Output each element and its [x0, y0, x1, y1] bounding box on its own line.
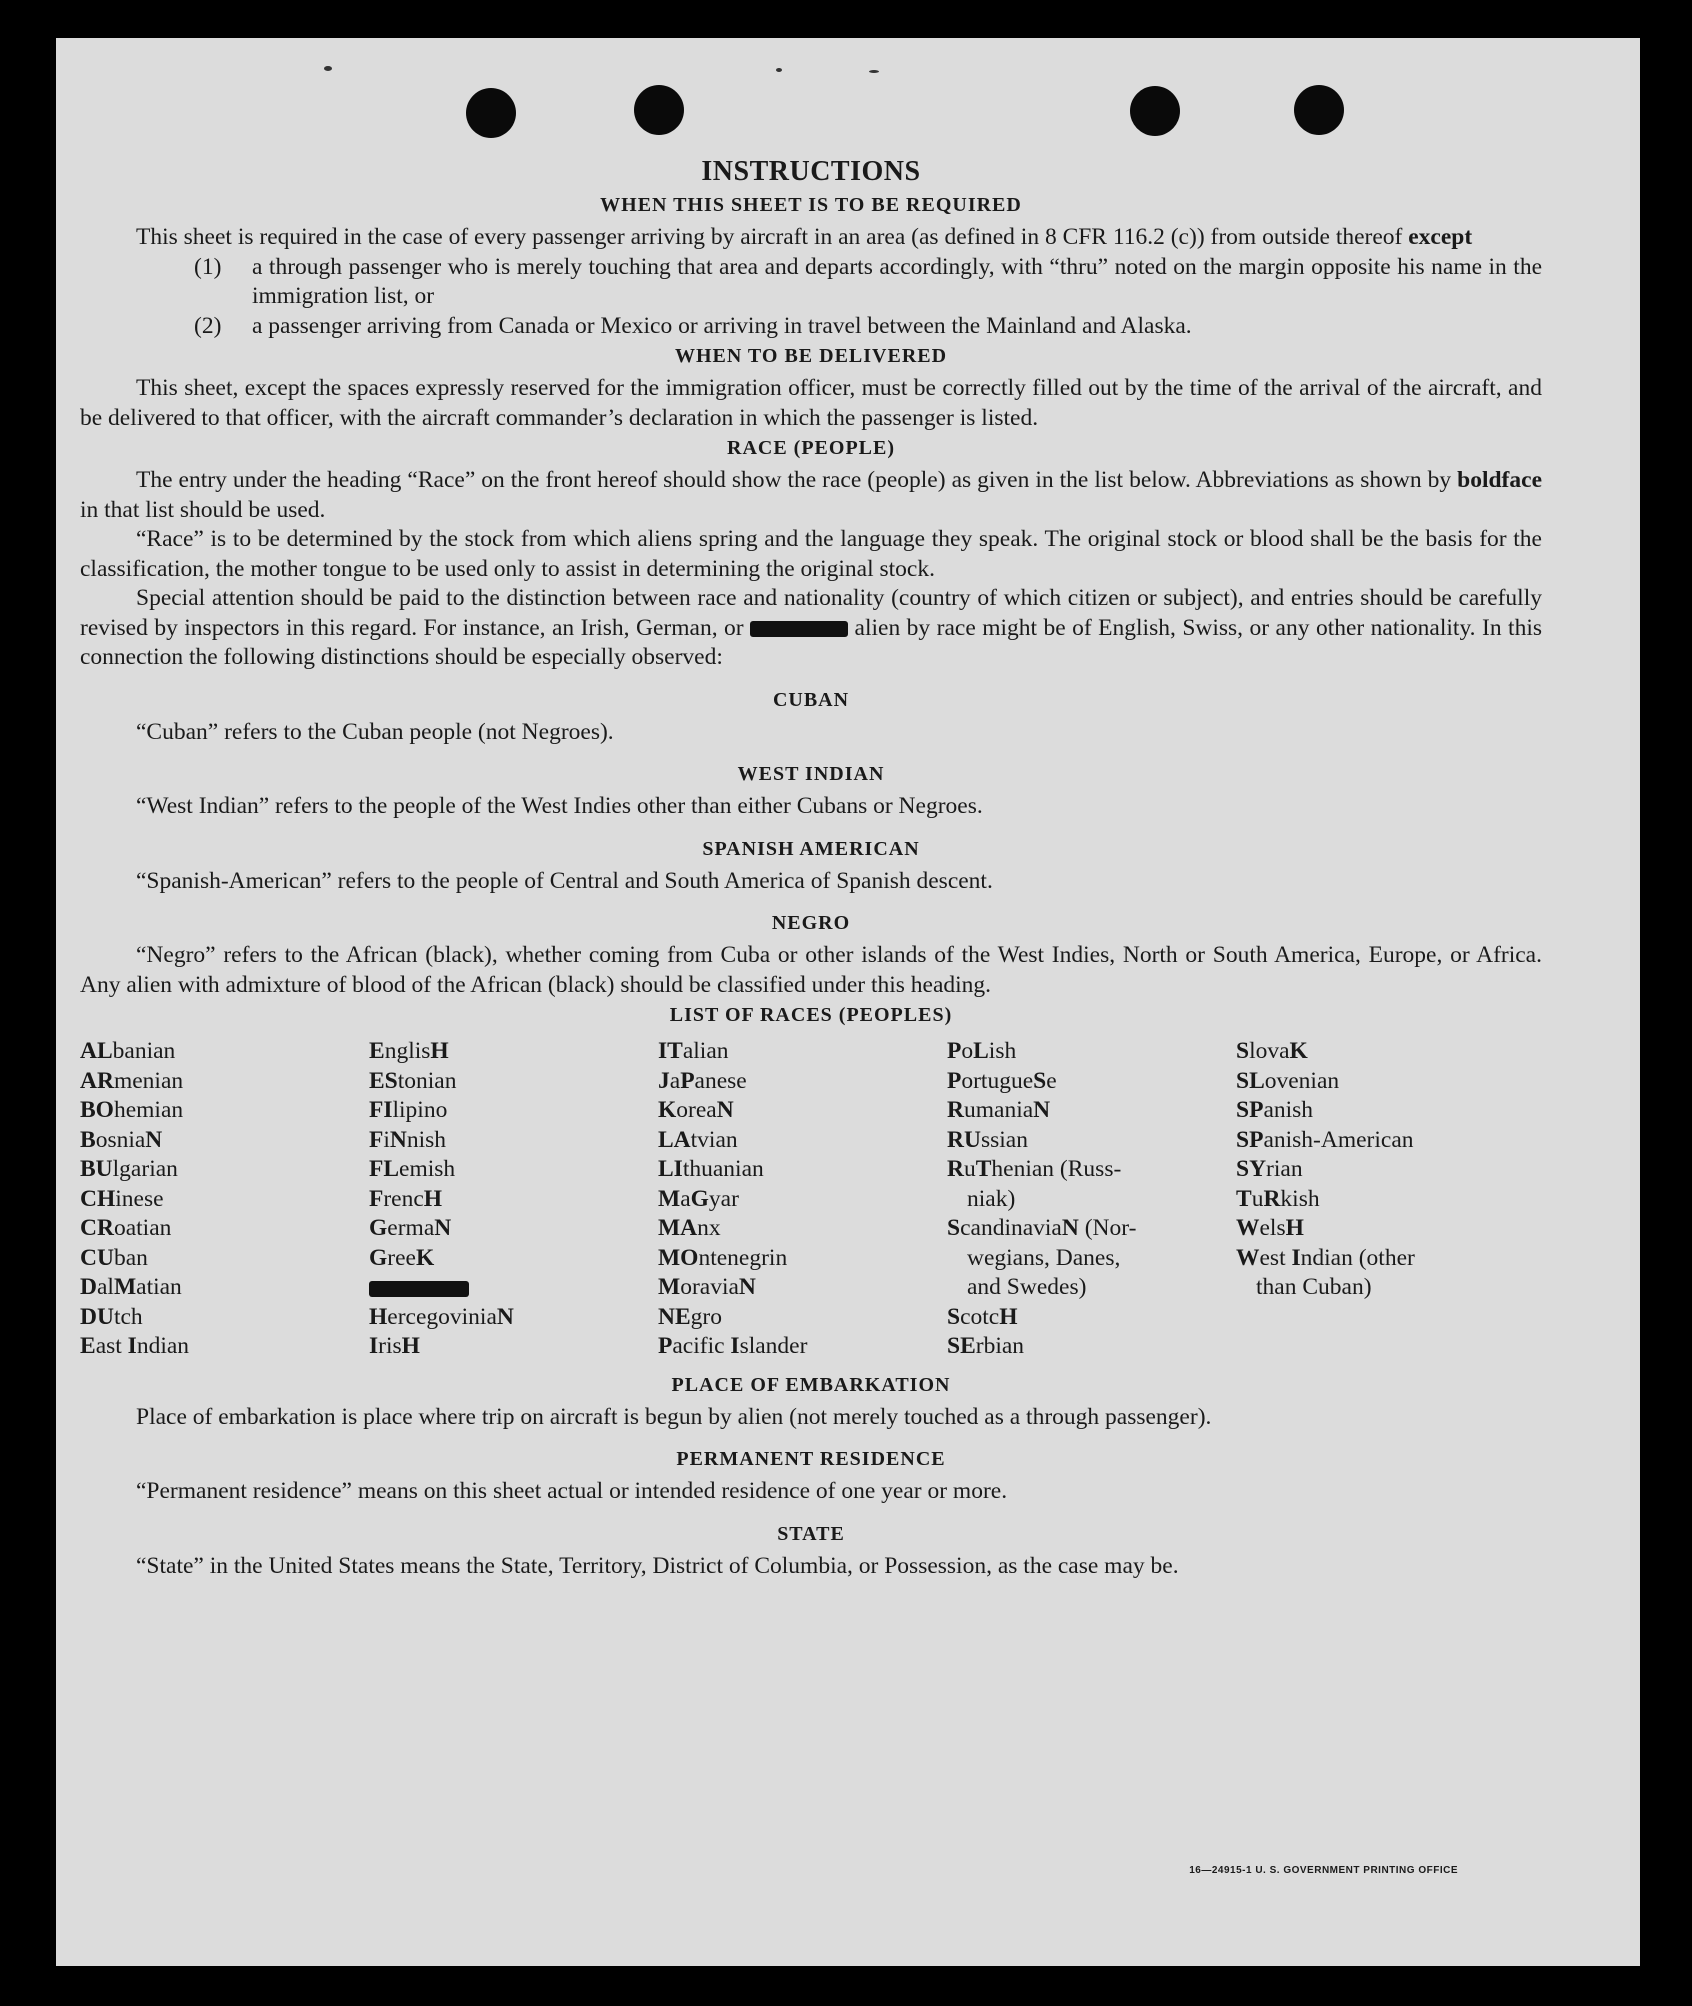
race-entry: EnglisH [369, 1038, 449, 1064]
race-entry: than Cuban) [1256, 1274, 1372, 1300]
section-heading: SPANISH AMERICAN [702, 837, 920, 860]
race-entry: RuThenian (Russ- [947, 1156, 1122, 1182]
section-heading: NEGRO [771, 912, 851, 934]
paragraph: “State” in the United States means the State, Territory, District of Columbia, or Possession, as the case may be. [136, 1552, 1179, 1579]
race-entry: GreeK [369, 1244, 435, 1271]
section-heading: RACE (PEOPLE) [727, 437, 895, 459]
race-entry: FIlipino [369, 1097, 448, 1123]
race-entry: SPanish [1236, 1097, 1314, 1123]
race-entry: West Indian (other [1236, 1244, 1415, 1271]
race-entry: ALbanian [80, 1038, 176, 1064]
race-entry: ITalian [658, 1038, 729, 1064]
list-item: (2) a passenger arriving from Canada or Mexico or arriving in travel between the Mainland and Alaska. [194, 312, 1192, 339]
punch-hole [1294, 85, 1344, 135]
race-entry: GermaN [369, 1215, 452, 1241]
race-entry: EStonian [369, 1067, 457, 1094]
race-entry: and Swedes) [967, 1274, 1087, 1300]
punch-hole [634, 85, 684, 135]
races-column [369, 1037, 658, 1362]
race-entry: SYrian [1236, 1156, 1303, 1182]
races-column [658, 1037, 947, 1362]
section-heading: CUBAN [772, 688, 850, 711]
race-entry: TuRkish [1236, 1185, 1320, 1212]
race-entry: BosniaN [80, 1126, 163, 1153]
section-heading: WHEN TO BE DELIVERED [674, 345, 948, 367]
section-heading: PERMANENT RESIDENCE [676, 1448, 946, 1470]
race-entry: SErbian [947, 1333, 1025, 1359]
race-entry: JaPanese [658, 1067, 747, 1094]
section-heading: LIST OF RACES (PEOPLES) [669, 1004, 953, 1026]
race-entry: East Indian [80, 1333, 190, 1359]
race-entry [369, 1273, 658, 1303]
section-heading: WHEN THIS SHEET IS TO BE REQUIRED [600, 194, 1022, 216]
speck [776, 68, 782, 72]
race-entry: MOntenegrin [658, 1244, 788, 1271]
paragraph: “Spanish-American” refers to the people of Central and South America of Spanish descent. [136, 867, 993, 894]
paragraph: Place of embarkation is place where trip on aircraft is begun by alien (not merely touched as a through passenger). [136, 1403, 1212, 1430]
race-entry: ScandinaviaN (Nor- [947, 1215, 1137, 1241]
section-heading: WEST INDIAN [737, 763, 885, 785]
race-entry: FrencH [369, 1185, 443, 1212]
races-column [80, 1037, 369, 1362]
paragraph: The entry under the heading “Race” on the front hereof should show the race (people) as given in the list below. Abbreviations as shown by boldface in that list should be used. [80, 467, 1542, 523]
redaction-mark [369, 1281, 469, 1297]
paragraph: “Race” is to be determined by the stock from which aliens spring and the language they speak. The original stock or blood shall be the basis for the classification, the mother tongue to be used only to assist in determining the original stock. [80, 526, 1542, 582]
punch-hole [1130, 86, 1180, 136]
race-entry: CUban [80, 1244, 148, 1271]
document-page [56, 38, 1640, 1966]
paragraph: “West Indian” refers to the people of the West Indies other than either Cubans or Negroes. [136, 793, 983, 819]
page-title: INSTRUCTIONS [701, 156, 921, 187]
race-entry: FiNnish [369, 1126, 447, 1153]
paragraph: “Negro” refers to the African (black), whether coming from Cuba or other islands of the West Indies, North or South America, Europe, or Africa. Any alien with admixture of blood of the African (black) should be classified under this heading. [80, 942, 1542, 998]
race-entry: LAtvian [658, 1126, 738, 1153]
race-entry: PoLish [947, 1038, 1017, 1064]
speck [869, 70, 879, 73]
paragraph: This sheet, except the spaces expressly reserved for the immigration officer, must be correctly filled out by the time of the arrival of the aircraft, and be delivered to that officer, with the aircraft commander’s declaration in which the passenger is listed. [80, 375, 1542, 431]
race-entry: DalMatian [80, 1274, 182, 1300]
race-entry: SLovenian [1236, 1067, 1340, 1094]
race-entry: NEgro [658, 1303, 722, 1330]
list-item: (1) a through passenger who is merely touching that area and departs accordingly, with “thru” noted on the margin opposite his name in the immigration list, or [194, 253, 1542, 309]
paragraph: Special attention should be paid to the distinction between race and nationality (country of which citizen or subject), and entries should be carefully revised by inspectors in this regard. For instance, an Irish, German, or alien by race might be of English, Swiss, or any other nationality. In this connection the following distinctions should be especially observed: [80, 585, 1542, 670]
race-entry: MaGyar [658, 1185, 739, 1212]
race-entry: MoraviaN [658, 1274, 756, 1300]
race-entry: BUlgarian [80, 1156, 178, 1182]
race-entry: Pacific Islander [658, 1333, 808, 1359]
section-heading: STATE [777, 1522, 845, 1545]
race-entry: IrisH [369, 1333, 420, 1359]
races-list [80, 1037, 1542, 1362]
print-footer: 16—24915-1 U. S. GOVERNMENT PRINTING OFFICE [1189, 1865, 1458, 1876]
paragraph: This sheet is required in the case of every passenger arriving by aircraft in an area (as defined in 8 CFR 116.2 (c)) from outside thereof except [136, 224, 1473, 250]
race-entry: wegians, Danes, [967, 1244, 1121, 1271]
paragraph: “Permanent residence” means on this sheet actual or intended residence of one year or more. [136, 1478, 1008, 1504]
races-column [947, 1037, 1236, 1362]
speck [324, 66, 332, 71]
race-entry: WelsH [1236, 1215, 1304, 1241]
section-heading: PLACE OF EMBARKATION [671, 1373, 951, 1396]
race-entry: SPanish-American [1236, 1126, 1414, 1153]
race-entry: LIthuanian [658, 1156, 764, 1182]
race-entry: niak) [967, 1185, 1016, 1212]
race-entry: PortugueSe [947, 1067, 1057, 1094]
race-entry: CHinese [80, 1185, 164, 1212]
race-entry: DUtch [80, 1303, 143, 1330]
race-entry: BOhemian [80, 1097, 184, 1123]
race-entry: CRoatian [80, 1215, 172, 1241]
redaction-mark [750, 621, 848, 637]
race-entry: FLemish [369, 1156, 456, 1182]
race-entry: MAnx [658, 1215, 721, 1241]
race-entry: ARmenian [80, 1067, 184, 1094]
paragraph: “Cuban” refers to the Cuban people (not Negroes). [136, 718, 614, 745]
races-column [1236, 1037, 1525, 1362]
race-entry: RUssian [947, 1126, 1028, 1153]
race-entry: HercegoviniaN [369, 1303, 514, 1330]
race-entry: KoreaN [658, 1097, 734, 1123]
race-entry: ScotcH [947, 1303, 1018, 1330]
punch-hole [466, 88, 516, 138]
instructions-content [80, 156, 1542, 1581]
race-entry: SlovaK [1236, 1038, 1308, 1064]
race-entry: RumaniaN [947, 1097, 1051, 1123]
